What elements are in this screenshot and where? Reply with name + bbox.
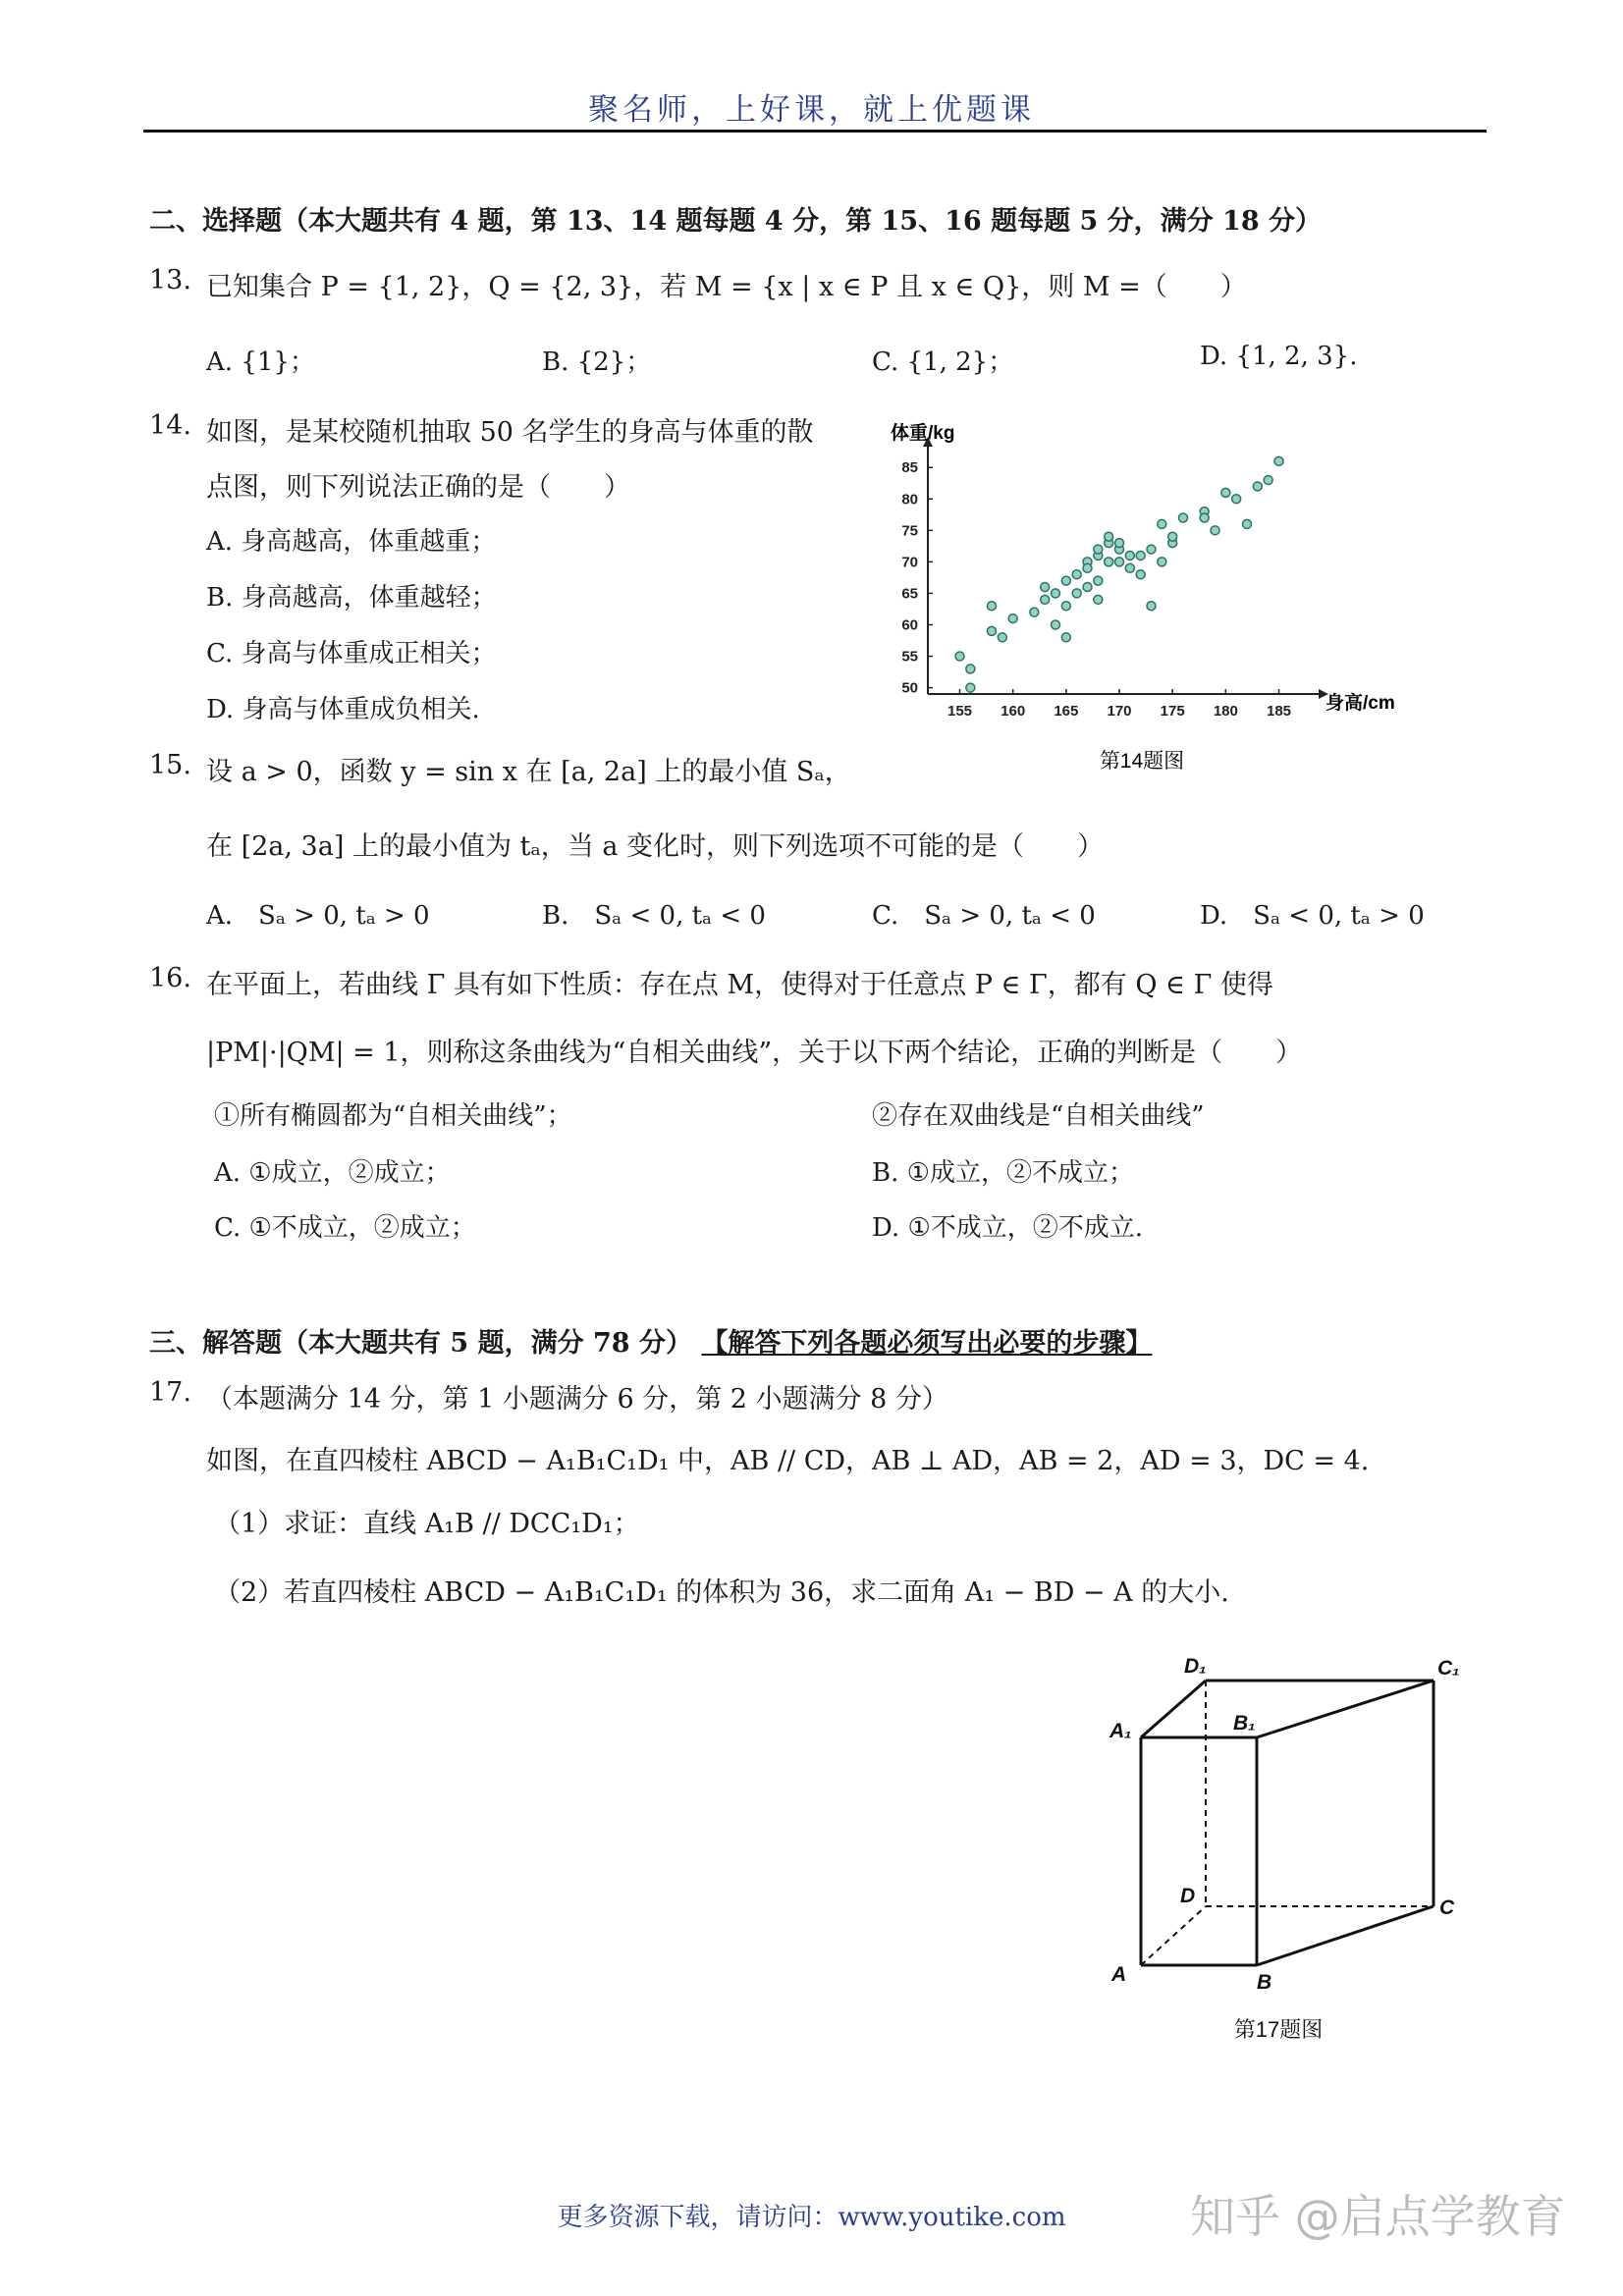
chart-point (988, 626, 997, 635)
q15-stem-line2: 在 [2a, 3a] 上的最小值为 tₐ，当 a 变化时，则下列选项不可能的是（ ） (206, 831, 1105, 862)
chart-point (1136, 570, 1145, 579)
chart-point (1052, 620, 1060, 629)
q16-number: 16. (149, 963, 191, 993)
chart-point (1072, 589, 1081, 598)
chart-point (1094, 595, 1103, 604)
chart-point (1008, 614, 1017, 623)
chart-point (1232, 495, 1241, 504)
q13-number: 13. (149, 265, 191, 295)
chart-y-tick-label: 80 (901, 491, 918, 508)
q16-statement-2: ②存在双曲线是“自相关曲线” (872, 1101, 1205, 1131)
vertex-label-b: B (1257, 1971, 1272, 1994)
chart-point (1158, 519, 1166, 528)
q17-stem: 如图，在直四棱柱 ABCD − A₁B₁C₁D₁ 中，AB // CD，AB ⊥ AD，AB = 2，AD = 3，DC = 4. (206, 1446, 1370, 1476)
q16-statement-1: ①所有椭圆都为“自相关曲线”； (214, 1101, 572, 1131)
q14-stem-line1: 如图，是某校随机抽取 50 名学生的身高与体重的散 (206, 417, 814, 448)
q17-number: 17. (149, 1377, 191, 1408)
section-3-title-main: 三、解答题（本大题共有 5 题，满分 78 分） (149, 1328, 692, 1359)
q15-option-c: C. Sₐ > 0, tₐ < 0 (872, 901, 1096, 931)
chart-point (1168, 532, 1177, 541)
chart-point (966, 665, 975, 673)
q14-scatter-chart (879, 417, 1409, 785)
section-3-title (149, 1321, 1152, 1360)
q13-option-d: D. {1, 2, 3}. (1200, 342, 1358, 371)
section-2-title: 二、选择题（本大题共有 4 题，第 13、14 题每题 4 分，第 15、16 题每题 5 分，满分 18 分） (149, 206, 1323, 237)
vertex-label-c1: C₁ (1437, 1657, 1460, 1680)
vertex-label-a1: A₁ (1109, 1720, 1132, 1742)
q16-option-b: B. ①成立，②不成立； (872, 1158, 1134, 1188)
chart-point (1147, 545, 1156, 554)
q17-part-2: （2）若直四棱柱 ABCD − A₁B₁C₁D₁ 的体积为 36，求二面角 A₁ − BD − A 的大小. (214, 1577, 1229, 1608)
chart-point (1083, 563, 1092, 572)
q16-option-d: D. ①不成立，②不成立. (872, 1213, 1144, 1243)
chart-y-tick-label: 50 (901, 679, 918, 697)
chart-x-tick-label: 170 (1107, 703, 1132, 720)
q17-prism-figure (1100, 1639, 1492, 2052)
chart-point (1200, 513, 1209, 522)
chart-point (988, 602, 997, 611)
chart-point (1094, 545, 1103, 554)
vertex-label-a: A (1111, 1963, 1127, 1986)
footer-link-text: 更多资源下载，请访问：www.youtike.com (557, 2203, 1066, 2232)
q16-stem-line1: 在平面上，若曲线 Γ 具有如下性质：存在点 M，使得对于任意点 P ∈ Γ，都有 Q ∈ Γ 使得 (206, 970, 1273, 1000)
chart-y-tick-label: 60 (901, 616, 918, 634)
q13-stem: 已知集合 P = {1, 2}，Q = {2, 3}，若 M = {x | x ∈ P 且 x ∈ Q}，则 M =（ ） (206, 272, 1247, 302)
q13-option-a: A. {1}； (206, 347, 315, 377)
q13-option-b: B. {2}； (542, 347, 652, 377)
chart-x-tick-label: 185 (1266, 703, 1292, 720)
chart-point (966, 683, 975, 692)
vertex-label-d: D (1180, 1885, 1196, 1907)
chart-point (1243, 519, 1252, 528)
chart-y-tick-label: 65 (901, 585, 918, 603)
chart-point (1125, 551, 1134, 560)
header-divider (143, 130, 1487, 133)
chart-point (1115, 539, 1124, 548)
vertex-label-c: C (1439, 1896, 1455, 1919)
chart-point (1115, 558, 1124, 566)
q14-option-b: B. 身高越高，体重越轻； (206, 583, 497, 613)
q16-option-a: A. ①成立，②成立； (214, 1158, 451, 1188)
chart-point (1211, 526, 1219, 535)
chart-point (1072, 570, 1081, 579)
section-3-title-note: 【解答下列各题必须写出必要的步骤】 (701, 1328, 1153, 1359)
q15-option-b: B. Sₐ < 0, tₐ < 0 (542, 901, 766, 931)
chart-y-tick-label: 55 (901, 648, 918, 666)
chart-point (955, 652, 964, 661)
chart-y-tick-label: 85 (901, 459, 918, 477)
chart-x-tick-label: 165 (1054, 703, 1079, 720)
header-slogan: 聚名师，上好课，就上优题课 (588, 92, 1035, 128)
chart-y-tick-label: 75 (901, 522, 918, 540)
q15-option-d: D. Sₐ < 0, tₐ > 0 (1200, 901, 1425, 931)
chart-point (1083, 583, 1092, 592)
q14-figure-caption: 第14题图 (1099, 750, 1185, 773)
chart-point (1041, 583, 1050, 592)
chart-x-tick-label: 155 (947, 703, 973, 720)
chart-x-tick-label: 180 (1213, 703, 1238, 720)
chart-point (1061, 576, 1070, 585)
vertex-label-d1: D₁ (1184, 1655, 1207, 1678)
q14-number: 14. (149, 410, 191, 441)
chart-ylabel: 体重/kg (891, 423, 955, 444)
q17-score: （本题满分 14 分，第 1 小题满分 6 分，第 2 小题满分 8 分） (206, 1384, 948, 1415)
q16-stem-line2: |PM|·|QM| = 1，则称这条曲线为“自相关曲线”，关于以下两个结论，正确的判断是（ ） (206, 1038, 1303, 1068)
chart-xlabel: 身高/cm (1325, 693, 1395, 714)
q15-stem-line1: 设 a > 0，函数 y = sin x 在 [a, 2a] 上的最小值 Sₐ， (206, 757, 851, 787)
chart-y-tick-label: 70 (901, 554, 918, 571)
chart-point (1105, 532, 1113, 541)
q16-option-c: C. ①不成立，②成立； (214, 1213, 476, 1243)
q14-option-d: D. 身高与体重成负相关. (206, 695, 480, 724)
q14-option-a: A. 身高越高，体重越重； (206, 527, 497, 557)
chart-x-tick-label: 175 (1160, 703, 1185, 720)
chart-point (1125, 563, 1134, 572)
chart-point (998, 633, 1006, 642)
chart-point (1061, 633, 1070, 642)
chart-point (1052, 589, 1060, 598)
q15-option-a: A. Sₐ > 0, tₐ > 0 (206, 901, 430, 931)
chart-point (1274, 456, 1283, 465)
chart-x-tick-label: 160 (1001, 703, 1026, 720)
chart-point (1179, 513, 1188, 522)
q14-option-c: C. 身高与体重成正相关； (206, 639, 497, 668)
chart-point (1221, 488, 1230, 497)
zhihu-watermark: 知乎 @启点学教育 (1190, 2190, 1566, 2243)
q15-number: 15. (149, 750, 191, 780)
vertex-label-b1: B₁ (1233, 1712, 1256, 1735)
chart-point (1094, 576, 1103, 585)
q13-option-c: C. {1, 2}； (872, 347, 1014, 377)
chart-point (1147, 602, 1156, 611)
chart-point (1105, 558, 1113, 566)
chart-point (1253, 482, 1262, 491)
chart-point (1264, 476, 1272, 485)
chart-point (1041, 595, 1050, 604)
chart-point (1136, 551, 1145, 560)
q17-figure-caption: 第17题图 (1233, 2017, 1324, 2042)
q17-part-1: （1）求证：直线 A₁B // DCC₁D₁； (214, 1509, 640, 1539)
chart-point (1061, 602, 1070, 611)
chart-point (1030, 608, 1039, 616)
q14-stem-line2: 点图，则下列说法正确的是（ ） (206, 472, 630, 503)
chart-point (1158, 558, 1166, 566)
